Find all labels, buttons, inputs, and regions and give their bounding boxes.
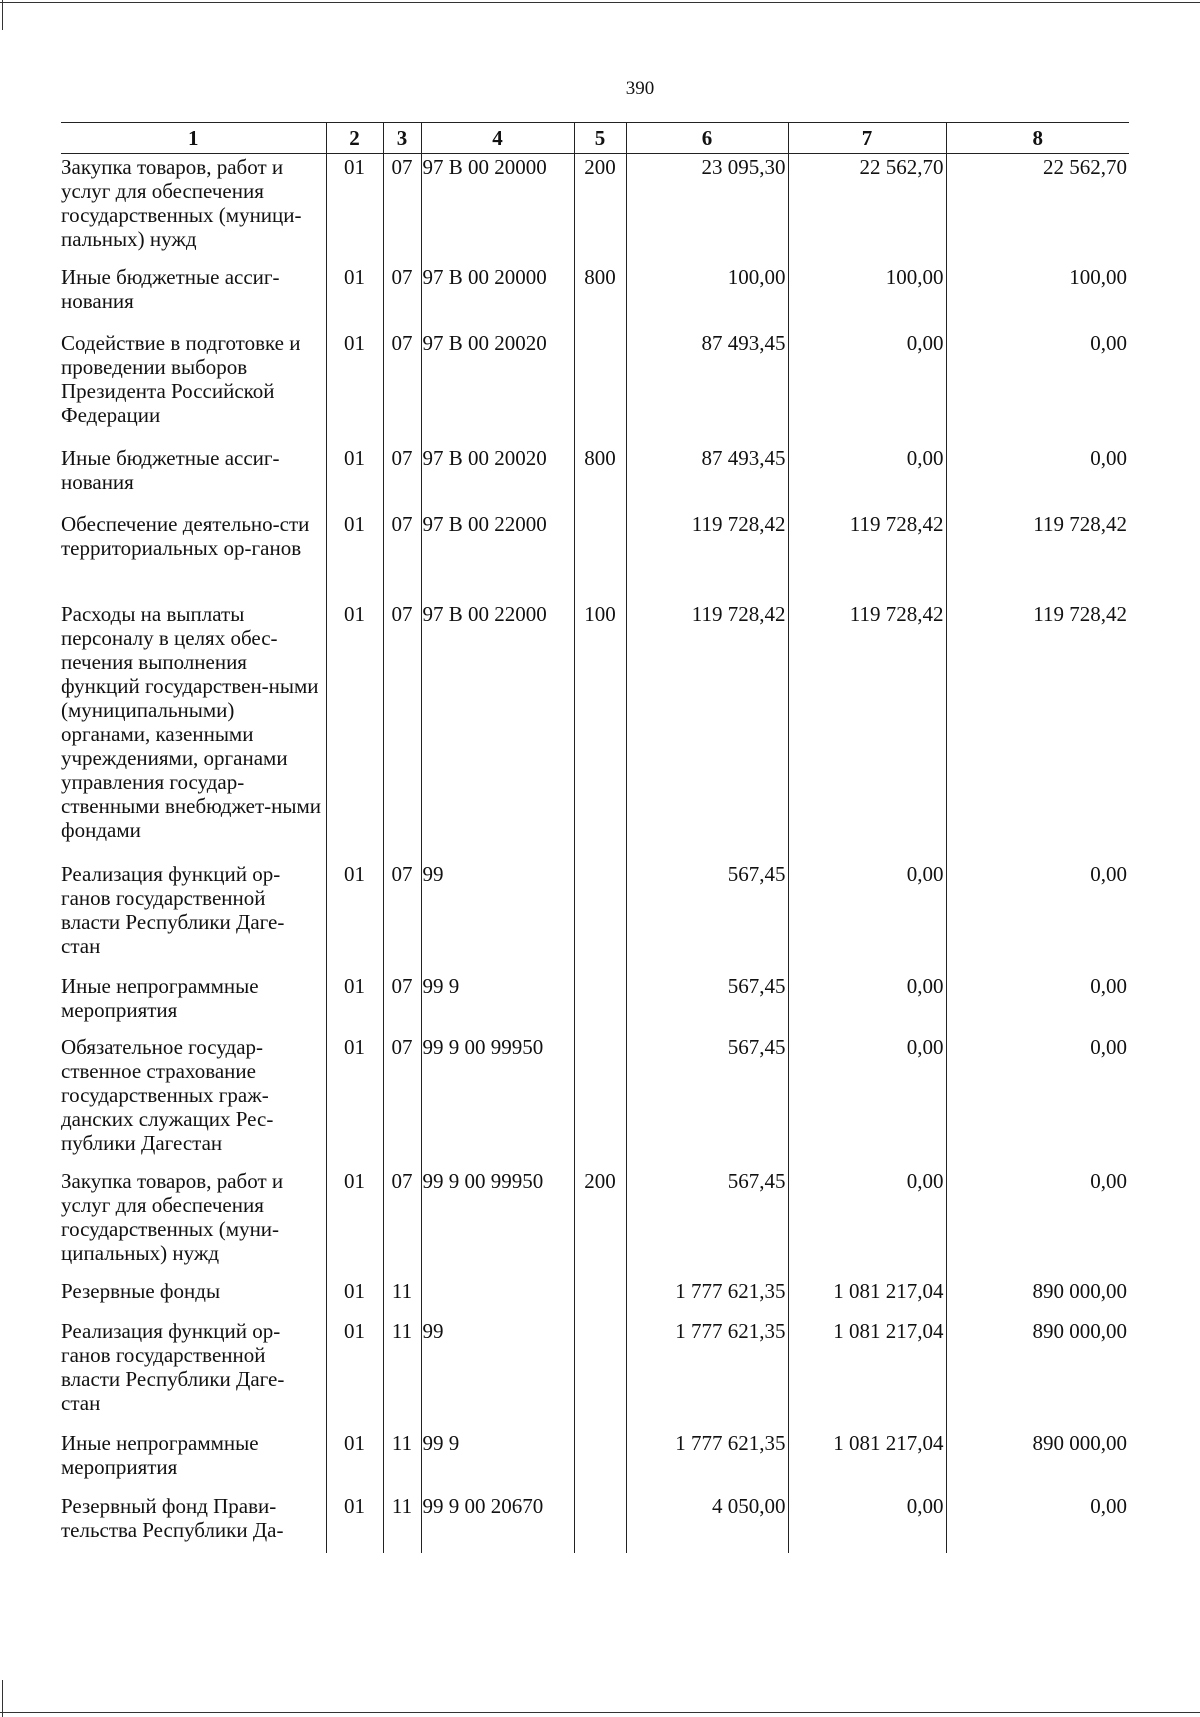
- row-amount-7: 0,00: [788, 1493, 946, 1553]
- page-number: 390: [625, 78, 655, 99]
- table-row: [61, 1034, 1129, 1168]
- row-amount-6: 87 493,45: [626, 445, 788, 511]
- row-amount-8: 0,00: [946, 973, 1129, 1034]
- page-frame-left: [2, 0, 3, 30]
- row-name: Реализация функций ор-ганов государственной власти Республики Даге-стан: [61, 1318, 326, 1430]
- row-target-code: 97 В 00 22000: [421, 511, 574, 601]
- row-section: 01: [326, 445, 383, 511]
- row-amount-6: 567,45: [626, 1168, 788, 1278]
- row-subsection: 07: [383, 264, 421, 330]
- row-expense-type: [574, 1278, 626, 1318]
- row-amount-6: 87 493,45: [626, 330, 788, 445]
- row-amount-8: 119 728,42: [946, 511, 1129, 601]
- row-subsection: 07: [383, 1034, 421, 1168]
- row-expense-type: 100: [574, 601, 626, 861]
- row-expense-type: 800: [574, 445, 626, 511]
- row-amount-7: 1 081 217,04: [788, 1318, 946, 1430]
- row-expense-type: [574, 330, 626, 445]
- row-expense-type: [574, 1493, 626, 1553]
- header-col-8: 8: [946, 123, 1129, 154]
- row-target-code: 99: [421, 1318, 574, 1430]
- row-amount-7: 1 081 217,04: [788, 1430, 946, 1493]
- table-header-row: [61, 123, 1129, 154]
- row-amount-7: 0,00: [788, 861, 946, 973]
- row-name: Иные непрограммные мероприятия: [61, 973, 326, 1034]
- row-expense-type: [574, 1318, 626, 1430]
- table-row: [61, 330, 1129, 445]
- row-amount-6: 1 777 621,35: [626, 1318, 788, 1430]
- page-frame-left-bottom: [2, 1680, 3, 1717]
- row-section: 01: [326, 511, 383, 601]
- row-expense-type: 200: [574, 154, 626, 264]
- table-row: [61, 973, 1129, 1034]
- row-expense-type: 800: [574, 264, 626, 330]
- row-amount-7: 0,00: [788, 445, 946, 511]
- header-col-2: 2: [326, 123, 383, 154]
- header-col-5: 5: [574, 123, 626, 154]
- row-subsection: 07: [383, 154, 421, 264]
- table-row: [61, 601, 1129, 861]
- row-amount-6: 567,45: [626, 973, 788, 1034]
- row-target-code: 97 В 00 20020: [421, 330, 574, 445]
- row-target-code: 99 9: [421, 973, 574, 1034]
- row-subsection: 07: [383, 1168, 421, 1278]
- row-amount-8: 890 000,00: [946, 1318, 1129, 1430]
- row-name: Обязательное государ-ственное страхование государственных граж-данских служащих Рес-публики Дагестан: [61, 1034, 326, 1168]
- page-frame-bottom: [0, 1712, 1200, 1713]
- row-amount-6: 100,00: [626, 264, 788, 330]
- row-expense-type: [574, 1430, 626, 1493]
- table-row: [61, 1493, 1129, 1553]
- row-section: 01: [326, 861, 383, 973]
- row-amount-8: 0,00: [946, 861, 1129, 973]
- row-amount-8: 0,00: [946, 1168, 1129, 1278]
- row-section: 01: [326, 1493, 383, 1553]
- row-amount-7: 0,00: [788, 330, 946, 445]
- row-amount-6: 23 095,30: [626, 154, 788, 264]
- row-name: Резервный фонд Прави-тельства Республики Да-: [61, 1493, 326, 1553]
- row-amount-8: 0,00: [946, 330, 1129, 445]
- table-row: [61, 445, 1129, 511]
- row-expense-type: [574, 1034, 626, 1168]
- row-section: 01: [326, 330, 383, 445]
- row-target-code: 99 9 00 20670: [421, 1493, 574, 1553]
- row-section: 01: [326, 264, 383, 330]
- row-expense-type: 200: [574, 1168, 626, 1278]
- table-row: [61, 1318, 1129, 1430]
- row-section: 01: [326, 1034, 383, 1168]
- header-col-6: 6: [626, 123, 788, 154]
- row-subsection: 11: [383, 1493, 421, 1553]
- header-col-3: 3: [383, 123, 421, 154]
- row-amount-8: 0,00: [946, 1034, 1129, 1168]
- row-amount-6: 119 728,42: [626, 601, 788, 861]
- table-row: [61, 1168, 1129, 1278]
- table-row: [61, 1430, 1129, 1493]
- table-row: [61, 264, 1129, 330]
- row-target-code: 97 В 00 20020: [421, 445, 574, 511]
- row-amount-6: 1 777 621,35: [626, 1430, 788, 1493]
- row-amount-8: 0,00: [946, 445, 1129, 511]
- row-amount-7: 100,00: [788, 264, 946, 330]
- row-expense-type: [574, 973, 626, 1034]
- row-subsection: 11: [383, 1318, 421, 1430]
- row-subsection: 07: [383, 973, 421, 1034]
- row-name: Содействие в подготовке и проведении выборов Президента Российской Федерации: [61, 330, 326, 445]
- row-target-code: 99 9 00 99950: [421, 1168, 574, 1278]
- row-amount-7: 0,00: [788, 973, 946, 1034]
- row-section: 01: [326, 1430, 383, 1493]
- row-amount-6: 4 050,00: [626, 1493, 788, 1553]
- row-section: 01: [326, 1318, 383, 1430]
- table-row: [61, 1278, 1129, 1318]
- row-name: Иные бюджетные ассиг-нования: [61, 445, 326, 511]
- row-target-code: 99 9 00 99950: [421, 1034, 574, 1168]
- row-amount-7: 1 081 217,04: [788, 1278, 946, 1318]
- table-row: [61, 154, 1129, 264]
- row-amount-7: 0,00: [788, 1168, 946, 1278]
- row-amount-8: 890 000,00: [946, 1278, 1129, 1318]
- row-section: 01: [326, 1168, 383, 1278]
- row-subsection: 11: [383, 1278, 421, 1318]
- row-amount-7: 119 728,42: [788, 601, 946, 861]
- row-amount-8: 22 562,70: [946, 154, 1129, 264]
- row-subsection: 07: [383, 601, 421, 861]
- row-name: Иные бюджетные ассиг-нования: [61, 264, 326, 330]
- row-amount-6: 1 777 621,35: [626, 1278, 788, 1318]
- row-subsection: 07: [383, 861, 421, 973]
- row-target-code: 97 В 00 20000: [421, 264, 574, 330]
- row-amount-8: 890 000,00: [946, 1430, 1129, 1493]
- row-amount-8: 100,00: [946, 264, 1129, 330]
- row-target-code: 97 В 00 20000: [421, 154, 574, 264]
- row-amount-8: 0,00: [946, 1493, 1129, 1553]
- row-name: Закупка товаров, работ и услуг для обеспечения государственных (муници-пальных) нужд: [61, 154, 326, 264]
- row-name: Обеспечение деятельно-сти территориальных ор-ганов: [61, 511, 326, 601]
- header-col-4: 4: [421, 123, 574, 154]
- row-name: Закупка товаров, работ и услуг для обеспечения государственных (муни-ципальных) нужд: [61, 1168, 326, 1278]
- row-amount-6: 567,45: [626, 861, 788, 973]
- row-subsection: 07: [383, 511, 421, 601]
- row-amount-7: 0,00: [788, 1034, 946, 1168]
- table-row: [61, 511, 1129, 601]
- row-section: 01: [326, 973, 383, 1034]
- row-amount-6: 567,45: [626, 1034, 788, 1168]
- row-amount-7: 119 728,42: [788, 511, 946, 601]
- row-section: 01: [326, 154, 383, 264]
- row-name: Резервные фонды: [61, 1278, 326, 1318]
- row-name: Расходы на выплаты персоналу в целях обес-печения выполнения функций государствен-ными (муниципальными) органами, казенными учреждениями, органами управления государ-ственными внебюджет-ными фондами: [61, 601, 326, 861]
- row-subsection: 07: [383, 445, 421, 511]
- row-subsection: 07: [383, 330, 421, 445]
- row-name: Реализация функций ор-ганов государственной власти Республики Даге-стан: [61, 861, 326, 973]
- row-section: 01: [326, 601, 383, 861]
- row-target-code: 97 В 00 22000: [421, 601, 574, 861]
- row-expense-type: [574, 511, 626, 601]
- row-amount-8: 119 728,42: [946, 601, 1129, 861]
- row-subsection: 11: [383, 1430, 421, 1493]
- page-frame-top: [0, 2, 1200, 3]
- row-amount-7: 22 562,70: [788, 154, 946, 264]
- row-section: 01: [326, 1278, 383, 1318]
- header-col-1: 1: [61, 123, 326, 154]
- budget-table: [61, 122, 1129, 1553]
- header-col-7: 7: [788, 123, 946, 154]
- row-target-code: 99: [421, 861, 574, 973]
- row-target-code: 99 9: [421, 1430, 574, 1493]
- row-expense-type: [574, 861, 626, 973]
- row-name: Иные непрограммные мероприятия: [61, 1430, 326, 1493]
- row-amount-6: 119 728,42: [626, 511, 788, 601]
- row-target-code: [421, 1278, 574, 1318]
- table-row: [61, 861, 1129, 973]
